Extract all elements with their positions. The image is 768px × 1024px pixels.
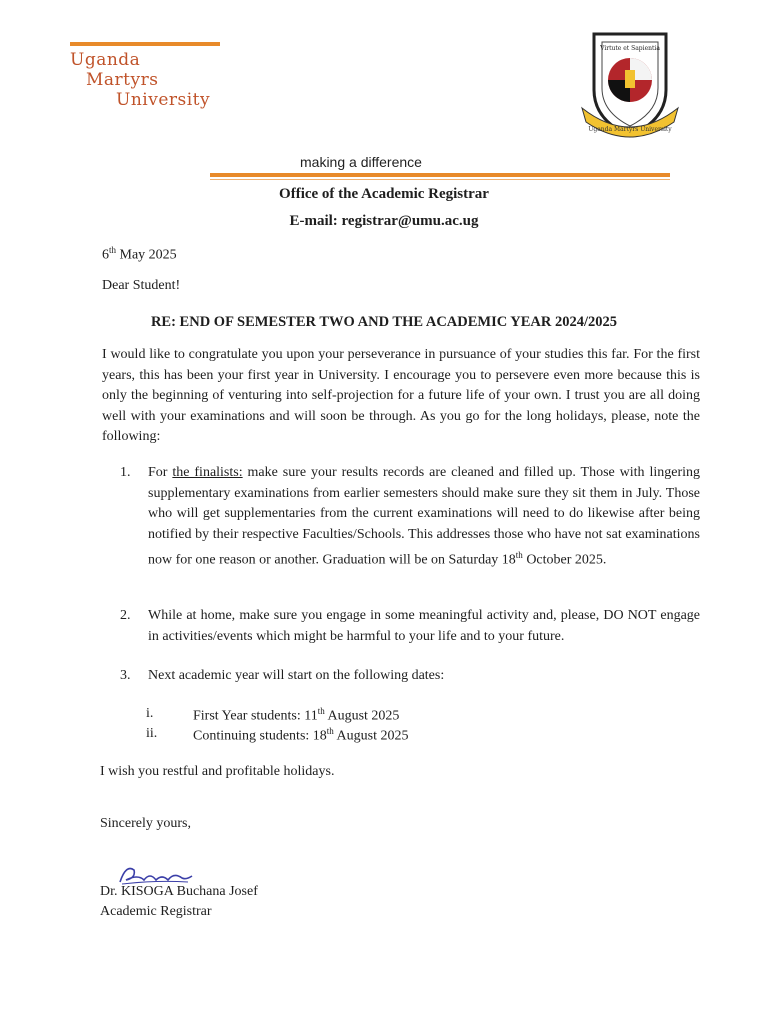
crest-motto-top: Virtute et Sapientia	[600, 45, 660, 52]
header-rule	[210, 173, 670, 177]
letter-subject: RE: END OF SEMESTER TWO AND THE ACADEMIC YEAR 2024/2025	[150, 314, 618, 330]
list-item-2	[120, 606, 700, 647]
list-item-3	[120, 666, 700, 687]
uni-line-1: Uganda	[70, 50, 141, 70]
signer-name: Dr. KISOGA Buchana Josef	[100, 884, 258, 899]
closing-wish: I wish you restful and profitable holidays.	[100, 764, 335, 779]
signoff: Sincerely yours,	[100, 816, 191, 831]
crest-motto-bottom: Uganda Martyrs University	[588, 126, 672, 133]
list-item-text: Next academic year will start on the following dates:	[148, 668, 445, 683]
header-rule-thin	[210, 179, 670, 180]
university-wordmark	[70, 50, 210, 110]
logo-rule	[70, 42, 220, 46]
list-item-text: For the finalists: make sure your results records are cleaned and filled up. Those with lingering supplementary examinations from earlier semesters should make sure they sit them in July. Those who will get supplementaries from the current examinations will need to do likewise after being notified by their respective Faculties/Schools. This addresses those who have not sat examinations now for one reason or another. Graduation will be on Saturday 18th October 2025.	[148, 465, 701, 568]
sub-item-2-text: Continuing students: 18th August 2025	[193, 726, 409, 744]
sub-item-1-text: First Year students: 11th August 2025	[193, 706, 400, 724]
intro-paragraph: I would like to congratulate you upon your perseverance in pursuance of your studies this far. For the first years, this has been your first year in University. I encourage you to persevere even more because this is only the beginning of venturing into self-projection for a future life of your own. I trust you are all doing well with your examinations and will soon be through. As you go for the long holidays, please, note the following:	[102, 347, 700, 444]
office-title: Office of the Academic Registrar	[279, 186, 489, 202]
salutation: Dear Student!	[102, 278, 181, 293]
sub-item-1-number: i.	[146, 706, 154, 721]
letter-date: 6th May 2025	[102, 245, 177, 263]
signer-title: Academic Registrar	[100, 904, 212, 919]
tagline: making a difference	[300, 154, 422, 170]
list-item-1	[120, 463, 700, 571]
list-item-text: While at home, make sure you engage in some meaningful activity and, please, DO NOT engage in activities/events which might be harmful to your life and to your future.	[148, 608, 700, 644]
finalists-label: the finalists:	[172, 465, 243, 480]
uni-line-3: University	[116, 90, 211, 110]
list-number: 2.	[120, 608, 131, 623]
uni-line-2: Martyrs	[86, 70, 159, 90]
list-number: 1.	[120, 465, 131, 480]
office-email: E-mail: registrar@umu.ac.ug	[289, 213, 479, 229]
list-number: 3.	[120, 668, 131, 683]
sub-item-2-number: ii.	[146, 726, 158, 741]
university-crest-icon	[578, 28, 682, 140]
